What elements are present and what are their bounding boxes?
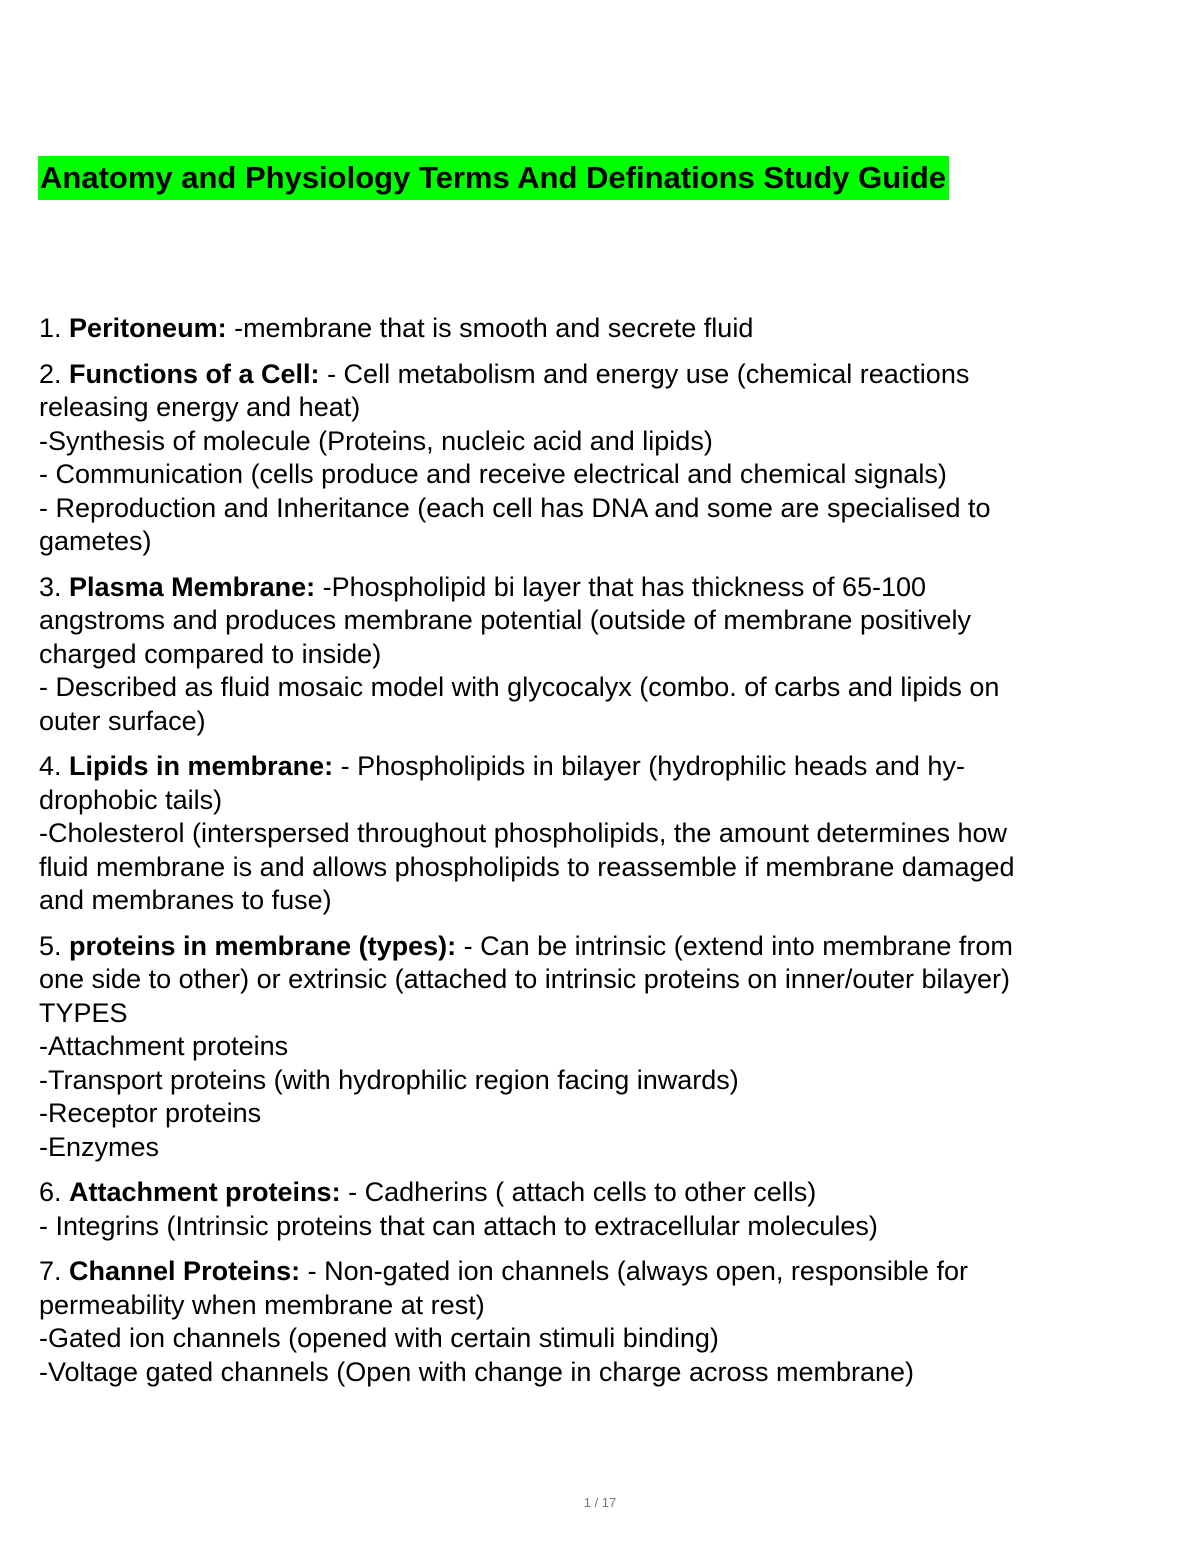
definition-line	[39, 1255, 1179, 1289]
definition-line: -Synthesis of molecule (Proteins, nucleic acid and lipids)	[39, 425, 713, 456]
definition-entry	[39, 312, 1179, 346]
term-label: Peritoneum:	[69, 313, 227, 343]
definitions-list	[39, 312, 1179, 1401]
page-indicator: 1 / 17	[583, 1495, 617, 1510]
definition-line	[39, 571, 1179, 605]
title-block	[38, 156, 949, 200]
definition-line: - Integrins (Intrinsic proteins that can attach to extracellular molecules)	[39, 1210, 878, 1241]
definition-line: -Cholesterol (interspersed throughout phospholipids, the amount determines how	[39, 818, 1008, 848]
definition-text: - Non-gated ion channels (always open, responsible for	[300, 1256, 968, 1286]
term-label: Functions of a Cell:	[69, 358, 320, 389]
definition-line: angstroms and produces membrane potential (outside of membrane positively	[39, 605, 971, 635]
definition-text: - Cell metabolism and energy use (chemical reactions	[319, 358, 970, 389]
definition-line: TYPES	[39, 997, 128, 1028]
definition-line: outer surface)	[39, 705, 206, 736]
definition-text: - Phospholipids in bilayer (hydrophilic heads and hy-	[333, 751, 965, 781]
definition-text: - Cadherins ( attach cells to other cells)	[340, 1177, 817, 1207]
definition-line: -Voltage gated channels (Open with change in charge across membrane)	[39, 1356, 915, 1387]
entry-number: 7.	[39, 1256, 62, 1286]
definition-entry	[39, 1255, 1179, 1389]
definition-line	[39, 750, 1179, 784]
definition-line: - Communication (cells produce and receive electrical and chemical signals)	[39, 459, 947, 489]
definition-line: -Transport proteins (with hydrophilic region facing inwards)	[39, 1064, 739, 1095]
definition-line: -Gated ion channels (opened with certain stimuli binding)	[39, 1323, 719, 1353]
definition-line	[39, 358, 1179, 392]
definition-entry	[39, 571, 1179, 739]
definition-entry	[39, 930, 1179, 1165]
entry-number: 1.	[39, 313, 62, 343]
definition-line: -Receptor proteins	[39, 1098, 262, 1128]
entry-number: 6.	[39, 1177, 62, 1207]
entry-number: 5.	[39, 930, 62, 961]
definition-line: -Enzymes	[39, 1131, 160, 1162]
entry-number: 2.	[39, 358, 62, 389]
definition-line: - Described as fluid mosaic model with glycocalyx (combo. of carbs and lipids on	[39, 672, 1000, 702]
definition-text: -Phospholipid bi layer that has thickness of 65-100	[315, 571, 927, 602]
definition-line: gametes)	[39, 526, 152, 556]
definition-line: releasing energy and heat)	[39, 392, 361, 422]
definition-line: permeability when membrane at rest)	[39, 1289, 485, 1320]
term-label: Plasma Membrane:	[69, 571, 316, 602]
term-label: proteins in membrane (types):	[69, 930, 457, 961]
definition-line: -Attachment proteins	[39, 1031, 289, 1061]
definition-line: charged compared to inside)	[39, 638, 382, 669]
definition-line	[39, 1176, 1179, 1210]
definition-line	[39, 312, 1179, 346]
definition-line: drophobic tails)	[39, 784, 223, 815]
definition-line	[39, 930, 1179, 964]
definition-line: fluid membrane is and allows phospholipids to reassemble if membrane damaged	[39, 851, 1015, 882]
document-title: Anatomy and Physiology Terms And Definations Study Guide	[38, 156, 949, 200]
definition-line: - Reproduction and Inheritance (each cell has DNA and some are specialised to	[39, 492, 991, 523]
term-label: Channel Proteins:	[69, 1256, 301, 1286]
definition-entry	[39, 1176, 1179, 1243]
entry-number: 3.	[39, 571, 62, 602]
definition-text: - Can be intrinsic (extend into membrane from	[456, 930, 1013, 961]
term-label: Attachment proteins:	[69, 1177, 341, 1207]
definition-entry	[39, 358, 1179, 559]
definition-line: and membranes to fuse)	[39, 885, 332, 915]
entry-number: 4.	[39, 751, 62, 781]
definition-text: -membrane that is smooth and secrete fluid	[226, 313, 754, 343]
definition-entry	[39, 750, 1179, 918]
term-label: Lipids in membrane:	[69, 751, 334, 781]
definition-line: one side to other) or extrinsic (attached to intrinsic proteins on inner/outer bilayer)	[39, 964, 1010, 994]
